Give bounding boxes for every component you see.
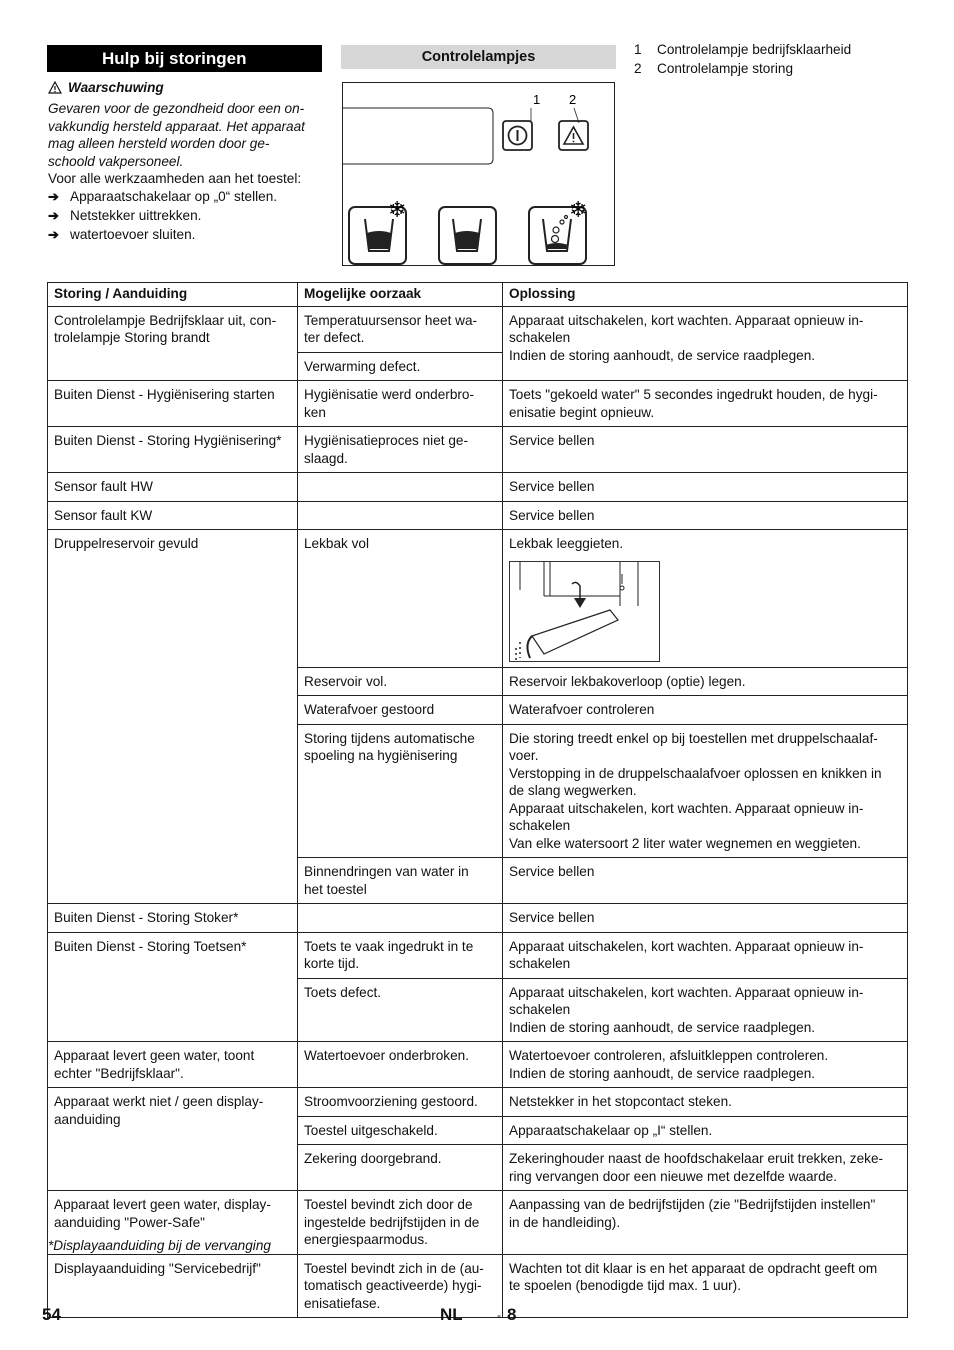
table-header-row [48,283,908,307]
fault-cell [48,427,298,473]
cause-text: Toestel uitgeschakeld. [304,1122,438,1138]
cause-text: Watertoevoer onderbroken. [304,1048,469,1063]
section-number: 8 [507,1305,517,1324]
footnote: *Displayaanduiding bij de vervanging [48,1238,271,1253]
fault-cell [48,473,298,502]
fault-text: Sensor fault KW [54,507,153,523]
cause-text: Stroomvoorziening gestoord. [304,1094,478,1109]
solution-text: te spoelen (benodigde tijd max. 1 uur). [509,1278,741,1293]
solution-text: de slang wegwerken. [509,783,637,798]
solution-text: Service bellen [509,433,595,448]
step-text: watertoevoer sluiten. [70,227,196,242]
fault-text: Displayaanduiding "Servicebedrijf" [54,1260,261,1276]
solution-text: voer. [509,748,539,763]
fault-cell [48,381,298,427]
cause-text: het toestel [304,881,367,897]
callout-1: 1 [533,92,541,107]
table-row [48,381,908,427]
legend-number: 2 [634,61,642,76]
cause-text: Binnendringen van water in [304,864,469,879]
solution-text: schakelen [509,956,571,971]
solution-cell [503,1042,908,1088]
solution-text: enisatie begint opnieuw. [509,404,655,420]
solution-text: schakelen [509,1002,571,1017]
cause-cell [298,724,503,858]
step-item [48,207,277,226]
solution-cell [503,904,908,933]
cause-cell [298,352,503,381]
cause-cell [298,978,503,1042]
language-code: NL [440,1305,463,1324]
solution-text: Lekbak leeggieten. [509,536,624,551]
svg-text:❄: ❄ [388,198,407,223]
cause-cell [298,530,503,668]
step-text: Netstekker uittrekken. [70,208,202,223]
solution-cell [503,932,908,978]
table-row [48,306,908,352]
fault-text: aanduiding "Power-Safe" [54,1214,205,1230]
step-item [48,188,277,207]
solution-text: Service bellen [509,479,595,494]
troubleshooting-table [47,282,908,1318]
cause-text: Reservoir vol. [304,673,388,689]
cause-text: ken [304,404,326,420]
fault-text: trolelampje Storing brandt [54,330,210,345]
cause-text: Toestel bevindt zich door de [304,1197,473,1212]
fault-text: Buiten Dienst - Hygiënisering starten [54,387,275,402]
ready-lamp-icon [503,121,532,150]
fault-cell [48,306,298,381]
cause-text: korte tijd. [304,956,360,971]
fault-text: Controlelampje Bedrijfsklaar uit, con- [54,312,277,328]
solution-cell [503,381,908,427]
legend-number: 1 [634,42,642,57]
indicator-panel-illustration [342,82,615,266]
solution-text: Indien de storing aanhoudt, de service raadplegen. [509,1065,816,1081]
solution-text: schakelen [509,818,571,833]
legend-text: Controlelampje storing [657,61,794,76]
legend-text: Controlelampje bedrijfsklaarheid [657,42,852,57]
solution-text: Netstekker in het stopcontact steken. [509,1094,732,1109]
warning-line: mag alleen hersteld worden door ge- [48,136,270,151]
solution-text: Service bellen [509,910,595,925]
table-row [48,427,908,473]
table-row [48,473,908,502]
solution-text: Reservoir lekbakoverloop (optie) legen. [509,673,746,689]
solution-text: Indien de storing aanhoudt, de service raadplegen. [509,1019,816,1035]
cause-text: Waterafvoer gestoord [304,702,435,717]
warning-triangle-icon [48,81,62,94]
cause-text: enisatiefase. [304,1295,381,1311]
solution-cell [503,1145,908,1191]
sparkling-water-button-icon [529,198,587,264]
solution-text: Wachten tot dit klaar is en het apparaat de opdracht geeft om [509,1260,878,1276]
solution-cell [503,1254,908,1318]
solution-text: ring vervangen door een nieuwe met dezelfde waarde. [509,1168,837,1184]
footer-dash: - [497,1308,501,1322]
still-water-button-icon [439,207,496,264]
cause-text: Toets defect. [304,984,382,1000]
cause-cell [298,667,503,696]
solution-text: Apparaat uitschakelen, kort wachten. Apparaat opnieuw in- [509,800,864,816]
cause-cell [298,501,503,530]
cause-cell [298,427,503,473]
fault-text: Apparaat werkt niet / geen display- [54,1094,264,1109]
section-title: Hulp bij storingen [47,45,322,72]
solution-text: Service bellen [509,507,595,523]
warning-text [48,100,324,170]
solution-text: Waterafvoer controleren [509,702,655,717]
cause-cell [298,473,503,502]
solution-text: Apparaatschakelaar op „I“ stellen. [509,1122,713,1138]
indicator-panel-svg [343,83,616,267]
cause-cell [298,381,503,427]
fault-text: Buiten Dienst - Storing Stoker* [54,910,239,925]
solution-cell [503,1088,908,1117]
legend-item [634,60,851,79]
fault-text: Buiten Dienst - Storing Hygiënisering* [54,433,282,448]
solution-cell [503,667,908,696]
cause-text: Toestel bevindt zich in de (au- [304,1260,484,1276]
cause-cell [298,1254,503,1318]
solution-text: Apparaat uitschakelen, kort wachten. Apparaat opnieuw in- [509,938,864,954]
cause-cell [298,1088,503,1117]
indicators-title: Controlelampjes [341,45,616,69]
fault-text: Buiten Dienst - Storing Toetsen* [54,938,247,954]
solution-text: Zekeringhouder naast de hoofdschakelaar eruit trekken, zeke- [509,1151,884,1166]
fault-text: Apparaat levert geen water, toont [54,1048,255,1063]
fault-cell [48,904,298,933]
solution-text: Watertoevoer controleren, afsluitkleppen controleren. [509,1048,829,1063]
solution-text: Die storing treedt enkel op bij toestellen met druppelschaalaf- [509,730,878,746]
fault-text: echter "Bedrijfsklaar". [54,1065,184,1081]
solution-text: Van elke watersoort 2 liter water wegnemen en weggieten. [509,835,861,851]
drip-tray-illustration [509,561,660,662]
cause-text: ingestelde bedrijfstijden in de [304,1214,480,1230]
cause-cell [298,932,503,978]
solution-cell [503,530,908,668]
solution-cell [503,724,908,858]
table-row [48,904,908,933]
cause-text: Storing tijdens automatische [304,730,475,746]
fault-text: Sensor fault HW [54,479,153,494]
cause-text: ter defect. [304,330,365,345]
warning-line: schoold vakpersoneel. [48,153,184,169]
solution-text: Apparaat uitschakelen, kort wachten. Apparaat opnieuw in- [509,984,864,1000]
step-list [48,188,277,245]
fault-lamp-icon [559,121,588,150]
fault-cell [48,530,298,904]
intro-text: Voor alle werkzaamheden aan het toestel: [48,171,302,186]
warning-line: vakkundig hersteld apparaat. Het apparaat [48,118,305,134]
warning-line: Gevaren voor de gezondheid door een on- [48,101,305,116]
solution-cell [503,978,908,1042]
cause-cell [298,904,503,933]
cause-text: Toets te vaak ingedrukt in te [304,938,474,954]
table-row [48,932,908,978]
solution-cell [503,696,908,725]
table-row [48,501,908,530]
solution-text: Aanpassing van de bedrijfstijden (zie "Bedrijfstijden instellen" [509,1197,876,1212]
cause-text: Hygiënisatieproces niet ge- [304,433,468,448]
solution-text: schakelen [509,330,571,345]
solution-cell [503,306,908,381]
cause-text: Hygiënisatie werd onderbro- [304,387,475,402]
table-row [48,1088,908,1117]
cause-cell [298,1116,503,1145]
solution-cell [503,427,908,473]
solution-cell [503,1116,908,1145]
step-item [48,226,277,245]
table-row [48,1254,908,1318]
solution-cell [503,501,908,530]
cold-water-button-icon [349,198,406,264]
solution-cell [503,473,908,502]
cause-text: Temperatuursensor heet wa- [304,312,478,328]
fault-text: aanduiding [54,1111,121,1127]
cause-cell [298,858,503,904]
cause-cell [298,1145,503,1191]
warning-label: Waarschuwing [68,80,164,95]
cause-text: Verwarming defect. [304,358,421,374]
arrow-right-icon: ➔ [48,189,59,204]
solution-text: Apparaat uitschakelen, kort wachten. Apparaat opnieuw in- [509,312,864,328]
cause-text: Zekering doorgebrand. [304,1151,442,1166]
cause-text: tomatisch geactiveerde) hygi- [304,1278,482,1293]
step-text: Apparaatschakelaar op „0“ stellen. [70,189,278,204]
solution-text: Verstopping in de druppelschaalafvoer oplossen en knikken in [509,765,882,781]
fault-cell [48,1042,298,1088]
cause-cell [298,1191,503,1255]
solution-cell [503,858,908,904]
table-row [48,1042,908,1088]
fault-text: Druppelreservoir gevuld [54,536,199,551]
fault-cell [48,501,298,530]
column-header-solution: Oplossing [503,283,908,307]
svg-text:❄: ❄ [569,198,588,223]
fault-cell [48,1254,298,1318]
cause-text: spoeling na hygiënisering [304,748,458,763]
fault-cell [48,1088,298,1191]
legend-item [634,41,851,60]
cause-text: Lekbak vol [304,536,369,551]
solution-cell [503,1191,908,1255]
cause-cell [298,306,503,352]
cause-text: slaagd. [304,450,348,466]
solution-text: Toets "gekoeld water" 5 secondes ingedrukt houden, de hygi- [509,387,878,402]
arrow-right-icon: ➔ [48,208,59,223]
cause-text: energiespaarmodus. [304,1232,428,1247]
cause-cell [298,1042,503,1088]
solution-text: in de handleiding). [509,1214,621,1230]
column-header-cause: Mogelijke oorzaak [298,283,503,307]
warning-heading [48,79,164,97]
fault-text: Apparaat levert geen water, display- [54,1197,271,1212]
solution-text: Indien de storing aanhoudt, de service raadplegen. [509,347,816,363]
column-header-fault: Storing / Aanduiding [48,283,298,307]
callout-2: 2 [569,92,577,107]
fault-cell [48,932,298,1042]
indicator-legend [634,41,851,79]
table-row [48,530,908,668]
arrow-right-icon: ➔ [48,227,59,242]
solution-text: Service bellen [509,864,595,879]
page-number: 54 [42,1305,61,1324]
cause-cell [298,696,503,725]
